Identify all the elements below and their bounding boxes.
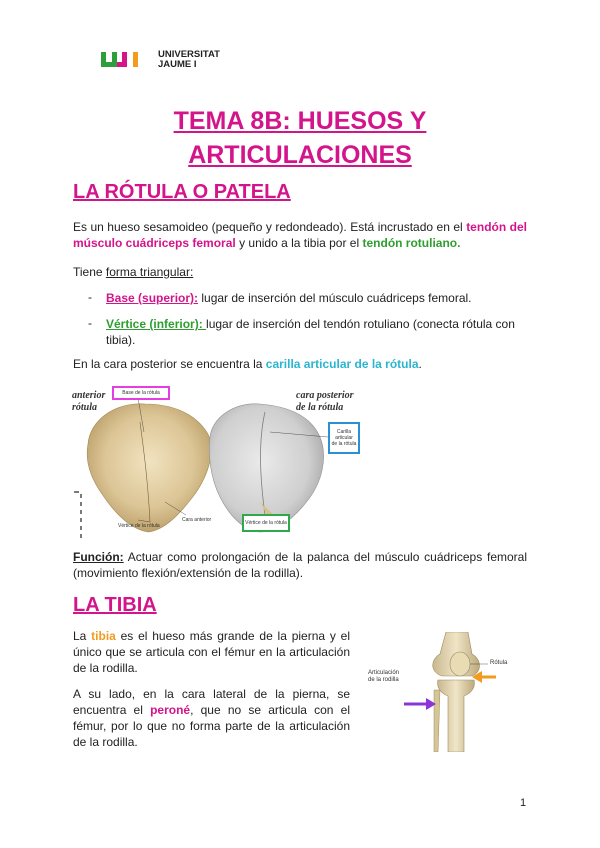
logo-line-1: UNIVERSITAT	[158, 49, 220, 60]
bullet-vertice	[106, 316, 527, 348]
posterior-text-c: .	[418, 357, 422, 371]
label-posterior-line-1: cara posterior	[296, 390, 354, 401]
tibia-p1-text-a: La	[73, 629, 92, 643]
vertice-label-box-text: Vértice de la rótula	[245, 520, 287, 526]
tibia-p1-text-c: es el hueso más grande de la pierna y el único que se articula con el fémur en la articulación de la rodilla.	[73, 629, 350, 675]
tendon-cuadriceps-highlight: tendón del músculo cuádriceps femoral	[73, 220, 527, 250]
tibia-highlight: tibia	[91, 629, 116, 643]
carilla-label-box	[328, 422, 360, 454]
vertice-label-box	[242, 514, 290, 532]
knee-caption-line-2: de la rodilla	[368, 677, 399, 683]
posterior-paragraph	[73, 356, 527, 372]
funcion-text: Actuar como prolongación de la palanca del músculo cuádriceps femoral (movimiento flexión/extensión de la rodilla).	[73, 550, 527, 580]
patella-figure	[70, 382, 370, 542]
cara-anterior-caption: Cara anterior	[182, 517, 212, 523]
tendon-rotuliano-highlight: tendón rotuliano.	[362, 236, 461, 250]
forma-paragraph	[73, 264, 527, 280]
bullet-base-label: Base (superior):	[106, 291, 199, 305]
rotula-intro-text-a: Es un hueso sesamoideo (pequeño y redondeado). Está incrustado en el	[73, 220, 467, 234]
carilla-box-line-2: articular	[335, 435, 353, 441]
section-heading-rotula: LA RÓTULA O PATELA	[73, 181, 291, 203]
forma-text-a: Tiene	[73, 265, 106, 279]
bullet-base-text: lugar de inserción del músculo cuádriceps femoral.	[198, 291, 472, 305]
title-line-2: ARTICULACIONES	[188, 141, 412, 169]
figure-label-posterior	[296, 390, 354, 414]
base-label-box	[112, 386, 170, 400]
tibia-p2-text-c: , que no se articula con el fémur, por lo que no forma parte de la articulación de la rodilla.	[73, 703, 350, 749]
tibia-paragraph-1	[73, 628, 350, 676]
bullet-base	[106, 290, 527, 306]
figure-label-anterior	[72, 390, 105, 414]
label-anterior-line-1: anterior	[72, 390, 106, 401]
tibia-p2-text-a: A su lado, en la cara lateral de la pierna, se encuentra el	[73, 687, 350, 717]
rotula-intro-text-c: y unido a la tibia por el	[235, 236, 363, 250]
anterior-patella-shape	[87, 404, 211, 532]
knee-caption-line-1: Articulación	[368, 670, 400, 676]
carilla-box-line-1: Carilla	[336, 429, 352, 435]
title-line-1: TEMA 8B: HUESOS Y	[173, 107, 427, 135]
bullet-marker-2: -	[88, 316, 92, 330]
knee-figure	[364, 632, 528, 752]
bullet-vertice-text: lugar de inserción del tendón rotuliano (conecta rótula con tibia).	[106, 317, 515, 347]
section-heading-tibia: LA TIBIA	[73, 594, 157, 616]
vertice-caption: Vértice de la rótula	[118, 523, 160, 529]
uji-logo-mark-icon	[100, 50, 154, 70]
rotula-intro-paragraph	[73, 219, 527, 251]
bullet-marker-1: -	[88, 290, 92, 304]
logo-text	[158, 50, 220, 70]
logo-line-2: JAUME I	[158, 59, 197, 70]
carilla-articular-highlight: carilla articular de la rótula	[265, 357, 419, 371]
label-posterior-line-2: de la rótula	[296, 402, 344, 413]
page-title	[60, 104, 540, 172]
bullet-vertice-label: Vértice (inferior):	[106, 317, 207, 331]
funcion-paragraph	[73, 549, 527, 581]
funcion-label: Función:	[73, 550, 124, 564]
forma-text-b: forma triangular:	[105, 265, 194, 279]
label-anterior-line-2: rótula	[72, 402, 98, 413]
knee-joint-caption	[368, 670, 399, 684]
page-number: 1	[520, 797, 527, 809]
perone-highlight: peroné	[150, 703, 191, 717]
posterior-text-a: En la cara posterior se encuentra la	[73, 357, 266, 371]
carilla-box-line-3: de la rótula	[331, 441, 357, 447]
tibia-paragraph-2	[73, 686, 350, 750]
rotula-caption: Rótula	[490, 660, 508, 666]
knee-illustration	[364, 632, 528, 752]
base-label-box-text: Base de la rótula	[122, 390, 160, 396]
university-logo	[100, 48, 220, 72]
